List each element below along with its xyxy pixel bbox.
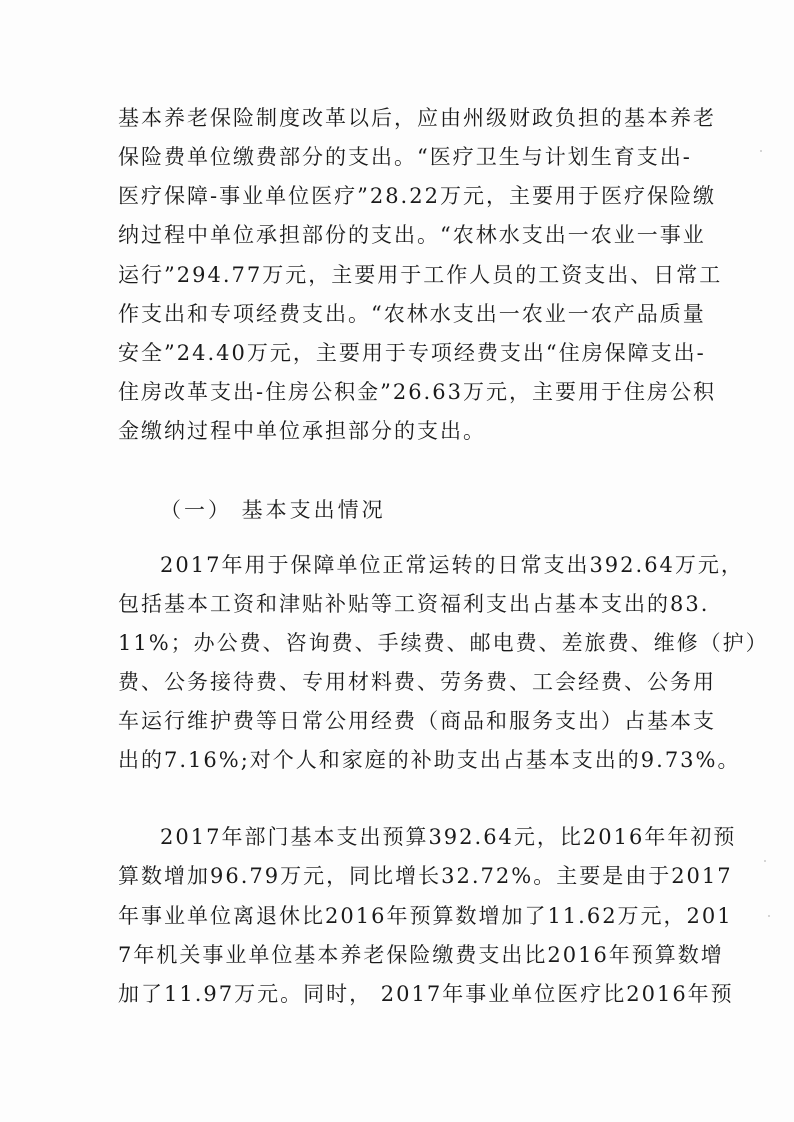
- scan-speck: [768, 915, 770, 917]
- section-heading: （一） 基本支出情况: [160, 498, 386, 522]
- text-line: 保险费单位缴费部分的支出。“医疗卫生与计划生育支出-: [118, 145, 692, 169]
- text-line: 加了11.97万元。同时， 2017年事业单位医疗比2016年预: [118, 982, 734, 1006]
- text-line: 医疗保障-事业单位医疗”28.22万元，主要用于医疗保险缴: [118, 184, 716, 208]
- text-line: 算数增加96.79万元，同比增长32.72%。主要是由于2017: [118, 864, 733, 888]
- text-line: 11%；办公费、咨询费、手续费、邮电费、差旅费、维修（护）: [118, 631, 769, 655]
- text-line: 住房改革支出-住房公积金”26.63万元，主要用于住房公积: [118, 380, 716, 404]
- text-line: 作支出和专项经费支出。“农林水支出一农业一农产品质量: [118, 302, 706, 326]
- text-line: 纳过程中单位承担部份的支出。“农林水支出一农业一事业: [118, 223, 706, 247]
- text-line: 安全”24.40万元，主要用于专项经费支出“住房保障支出-: [118, 341, 706, 365]
- text-line: 费、公务接待费、专用材料费、劳务费、工会经费、公务用: [118, 670, 716, 694]
- text-line: 2017年用于保障单位正常运转的日常支出392.64万元，: [160, 553, 744, 577]
- text-line: 出的7.16%;对个人和家庭的补助支出占基本支出的9.73%。: [118, 748, 741, 772]
- scan-speck: [764, 860, 766, 862]
- text-line: 年事业单位离退休比2016年预算数增加了11.62万元，201: [118, 904, 733, 928]
- text-line: 运行”294.77万元，主要用于工作人员的工资支出、日常工: [118, 263, 723, 287]
- text-line: 7年机关事业单位基本养老保险缴费支出比2016年预算数增: [118, 943, 724, 967]
- text-line: 基本养老保险制度改革以后，应由州级财政负担的基本养老: [118, 106, 716, 130]
- text-line: 包括基本工资和津贴补贴等工资福利支出占基本支出的83.: [118, 592, 710, 616]
- text-line: 车运行维护费等日常公用经费（商品和服务支出）占基本支: [118, 709, 716, 733]
- text-line: 金缴纳过程中单位承担部分的支出。: [118, 419, 486, 443]
- text-line: 2017年部门基本支出预算392.64元，比2016年年初预: [160, 825, 737, 849]
- scan-speck: [760, 150, 762, 152]
